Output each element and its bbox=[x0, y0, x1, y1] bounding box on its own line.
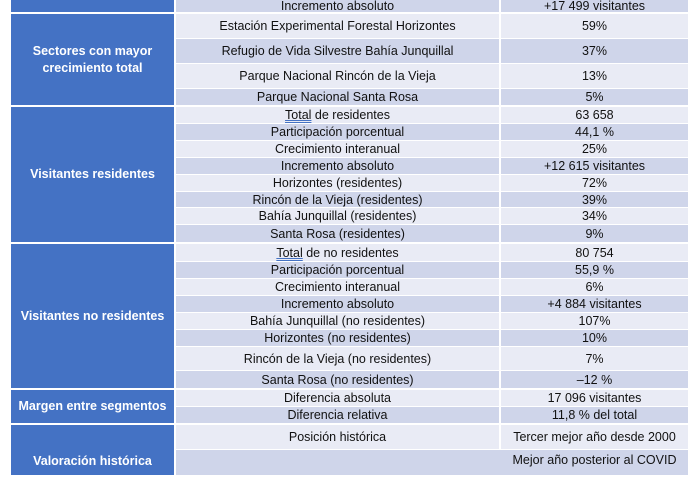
row-value: 11,8 % del total bbox=[551, 408, 638, 422]
section-label: Margen entre segmentos bbox=[11, 390, 176, 423]
row-key: Horizontes (residentes) bbox=[176, 175, 501, 191]
row-key: Refugio de Vida Silvestre Bahía Junquillal bbox=[176, 39, 501, 63]
row-key: Posición histórica bbox=[176, 425, 501, 449]
section-label: Valoración histórica bbox=[11, 425, 176, 475]
row-value: 7% bbox=[585, 351, 604, 366]
row-key: Diferencia relativa bbox=[176, 407, 501, 423]
table-row bbox=[176, 175, 688, 192]
row-value: 10% bbox=[581, 331, 608, 345]
row-key: Bahía Junquillal (residentes) bbox=[176, 208, 501, 224]
row-value: 72% bbox=[581, 176, 608, 190]
row-key: Incremento absoluto bbox=[176, 158, 501, 174]
row-value: 25% bbox=[581, 142, 608, 156]
spellcheck-underlined-word: Total bbox=[276, 245, 303, 260]
row-key: Crecimiento interanual bbox=[176, 279, 501, 295]
table-row bbox=[176, 262, 688, 279]
row-value: +12 615 visitantes bbox=[543, 159, 646, 173]
table-row bbox=[176, 89, 688, 105]
table-row bbox=[176, 158, 688, 175]
table-row bbox=[176, 141, 688, 158]
row-value: 13% bbox=[581, 69, 608, 83]
table-row bbox=[176, 192, 688, 208]
row-key-rest: de residentes bbox=[311, 108, 390, 122]
section-label: Sectores con mayor crecimiento total bbox=[11, 14, 176, 105]
section-valoracion-historica bbox=[11, 425, 688, 477]
section-margen-segmentos bbox=[11, 390, 688, 425]
table-row bbox=[176, 407, 688, 423]
row-value: +4 884 visitantes bbox=[547, 297, 642, 311]
spellcheck-underlined-word: Total bbox=[285, 108, 312, 122]
table-row bbox=[176, 313, 688, 330]
table-row bbox=[176, 330, 688, 347]
row-key: Rincón de la Vieja (no residentes) bbox=[176, 347, 501, 370]
row-value: 6% bbox=[585, 280, 604, 294]
row-value: 107% bbox=[578, 314, 611, 328]
table-row bbox=[176, 225, 688, 242]
table-row bbox=[176, 208, 688, 225]
section-visitantes-residentes bbox=[11, 107, 688, 244]
table-row bbox=[176, 347, 688, 371]
table-row bbox=[176, 64, 688, 89]
row-key: Parque Nacional Santa Rosa bbox=[176, 89, 501, 105]
row-key: Diferencia absoluta bbox=[176, 390, 501, 406]
row-key: Estación Experimental Forestal Horizontes bbox=[176, 14, 501, 38]
section-label: Visitantes no residentes bbox=[11, 244, 176, 388]
row-value: 34% bbox=[581, 209, 608, 223]
row-value: Mejor año posterior al COVID bbox=[512, 453, 677, 467]
table-row bbox=[176, 107, 688, 124]
section-total bbox=[11, 0, 688, 14]
row-key: Parque Nacional Rincón de la Vieja bbox=[176, 64, 501, 88]
row-key: Participación porcentual bbox=[176, 262, 501, 278]
table-row bbox=[176, 450, 688, 475]
row-value: 55,9 % bbox=[575, 263, 614, 277]
row-key: Santa Rosa (no residentes) bbox=[176, 371, 501, 388]
row-key: Santa Rosa (residentes) bbox=[176, 225, 501, 242]
row-value: –12 % bbox=[576, 372, 613, 387]
row-key bbox=[176, 107, 501, 123]
row-key bbox=[176, 244, 501, 261]
row-value: Tercer mejor año desde 2000 bbox=[513, 430, 676, 444]
table-row bbox=[176, 296, 688, 313]
row-value: 37% bbox=[581, 44, 608, 58]
table-row bbox=[176, 244, 688, 262]
table-row bbox=[176, 425, 688, 450]
section-sectores-crecimiento bbox=[11, 14, 688, 107]
table-row bbox=[176, 0, 688, 12]
row-value: 5% bbox=[585, 90, 604, 104]
row-key: Participación porcentual bbox=[176, 124, 501, 140]
row-key: Bahía Junquillal (no residentes) bbox=[176, 313, 501, 329]
row-key: Rincón de la Vieja (residentes) bbox=[176, 192, 501, 207]
summary-table bbox=[11, 0, 688, 477]
row-value: +17 499 visitantes bbox=[543, 0, 646, 12]
table-row bbox=[176, 14, 688, 39]
row-value: 59% bbox=[581, 19, 608, 33]
row-key: Incremento absoluto bbox=[176, 296, 501, 312]
table-row bbox=[176, 390, 688, 407]
row-key: Crecimiento interanual bbox=[176, 141, 501, 157]
section-label: Visitantes residentes bbox=[11, 107, 176, 242]
row-value: 44,1 % bbox=[575, 125, 614, 139]
row-key: Horizontes (no residentes) bbox=[176, 330, 501, 346]
row-value: 80 754 bbox=[575, 245, 614, 260]
table-row bbox=[176, 371, 688, 388]
row-value: 63 658 bbox=[575, 108, 614, 122]
table-row bbox=[176, 279, 688, 296]
row-value: 17 096 visitantes bbox=[547, 391, 642, 405]
row-key-rest: de no residentes bbox=[302, 245, 399, 260]
table-row bbox=[176, 39, 688, 64]
row-key: Incremento absoluto bbox=[176, 0, 501, 12]
row-value: 9% bbox=[585, 226, 604, 241]
section-label bbox=[11, 0, 176, 12]
table-row bbox=[176, 124, 688, 141]
section-visitantes-no-residentes bbox=[11, 244, 688, 390]
row-value: 39% bbox=[581, 192, 608, 207]
